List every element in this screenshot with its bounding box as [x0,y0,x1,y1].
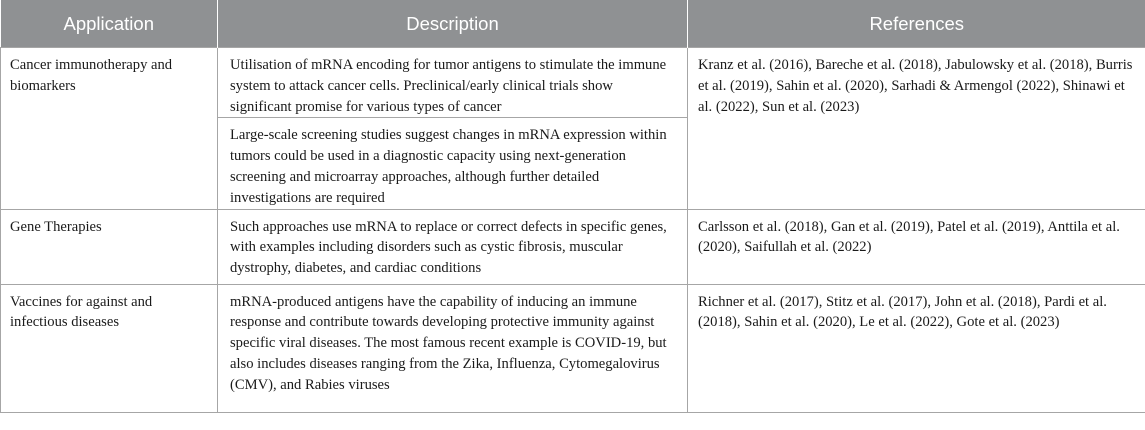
header-description: Description [218,0,688,48]
description-cell: Such approaches use mRNA to replace or correct defects in specific genes, with examples including disorders such as cystic fibrosis, muscular dystrophy, diabetes, and cardiac conditions [218,209,688,284]
table-row [1,284,1145,412]
application-cell: Cancer immunotherapy and biomarkers [1,48,218,210]
description-cell: Utilisation of mRNA encoding for tumor antigens to stimulate the immune system to attack cancer cells. Preclinical/early clinical trials show significant promise for various types of cancer [218,48,688,118]
table-row [1,48,1145,118]
description-cell: mRNA-produced antigens have the capability of inducing an immune response and contribute towards developing protective immunity against specific viral diseases. The most famous recent example is COVID-19, but also includes diseases ranging from the Zika, Influenza, Cytomegalovirus (CMV), and Rabies viruses [218,284,688,412]
table-row [1,209,1145,284]
references-cell: Richner et al. (2017), Stitz et al. (2017), John et al. (2018), Pardi et al. (2018), Sahin et al. (2020), Le et al. (2022), Gote et al. (2023) [688,284,1145,412]
references-cell: Carlsson et al. (2018), Gan et al. (2019), Patel et al. (2019), Anttila et al. (2020), Saifullah et al. (2022) [688,209,1145,284]
header-row [1,0,1145,48]
application-cell: Gene Therapies [1,209,218,284]
description-cell: Large-scale screening studies suggest changes in mRNA expression within tumors could be used in a diagnostic capacity using next-generation screening and microarray approaches, although further detailed investigations are required [218,118,688,209]
references-cell: Kranz et al. (2016), Bareche et al. (2018), Jabulowsky et al. (2018), Burris et al. (2019), Sahin et al. (2020), Sarhadi & Armengol (2022), Shinawi et al. (2022), Sun et al. (2023) [688,48,1145,210]
header-application: Application [1,0,218,48]
application-cell: Vaccines for against and infectious diseases [1,284,218,412]
header-references: References [688,0,1145,48]
